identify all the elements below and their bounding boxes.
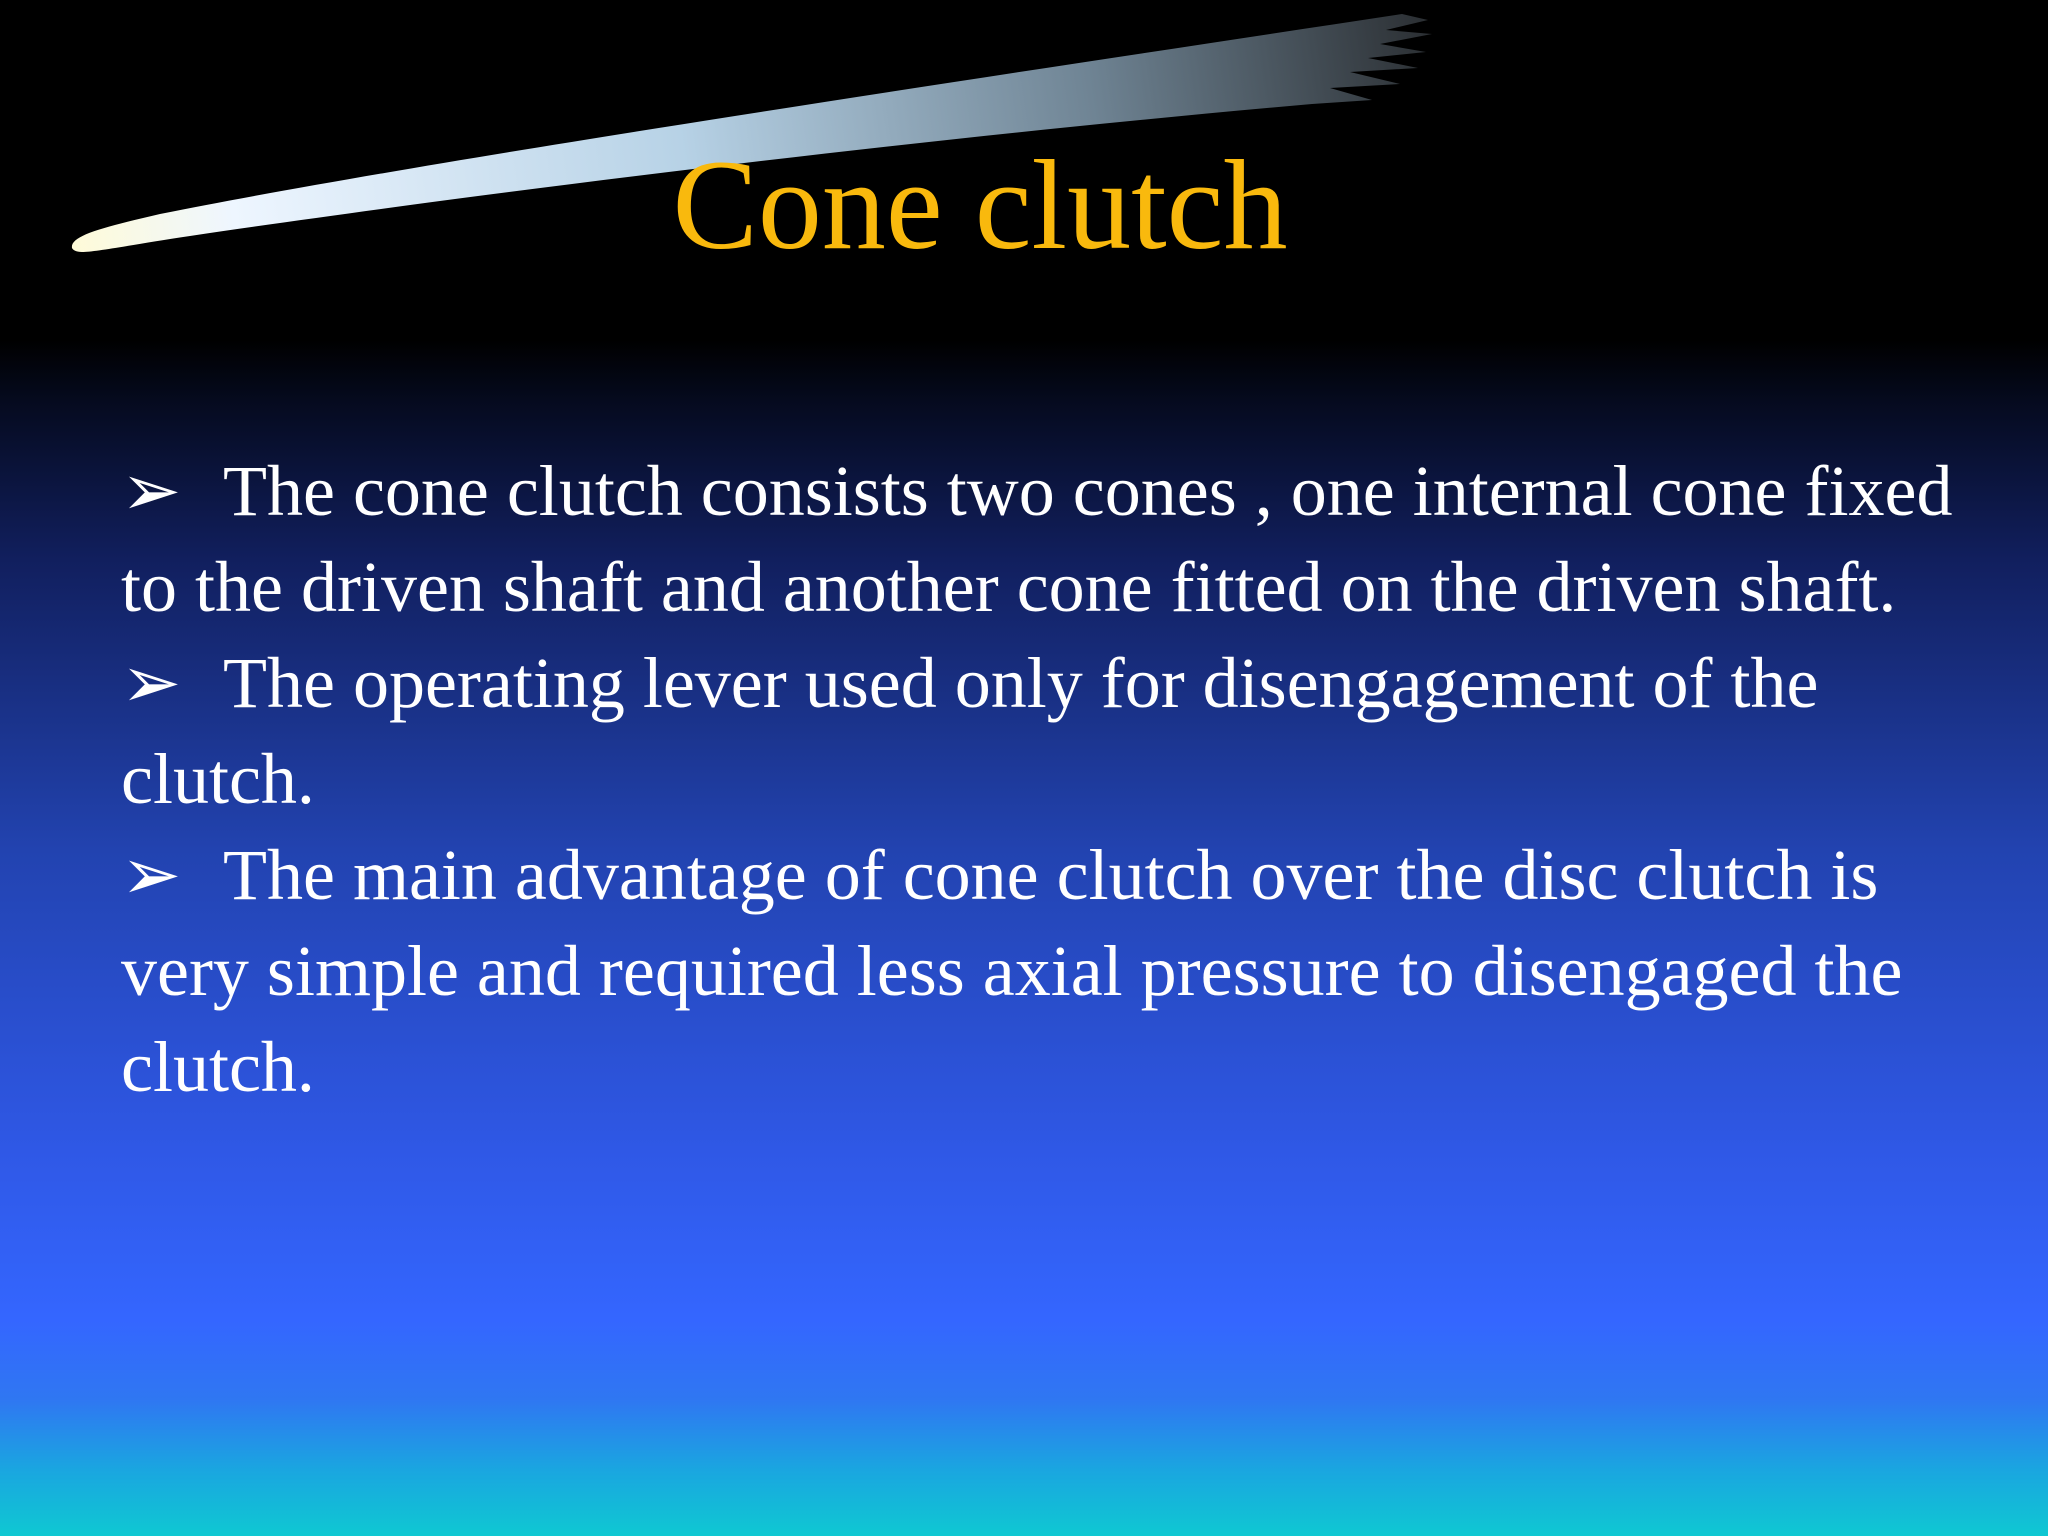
bullet-text: The cone clutch consists two cones , one internal cone fixed to the driven shaft and another cone fitted on the driven shaft. (121, 451, 1953, 627)
bullet-item (121, 827, 2021, 1115)
bullet-item (121, 443, 2021, 635)
arrowhead-bullet-icon: ➢ (121, 835, 182, 915)
slide-title: Cone clutch (672, 134, 1288, 276)
bullet-item (121, 635, 2021, 827)
bullet-list (121, 443, 2021, 1115)
bullet-text: The operating lever used only for disengagement of the clutch. (121, 643, 1819, 819)
arrowhead-bullet-icon: ➢ (121, 643, 182, 723)
bullet-text: The main advantage of cone clutch over the disc clutch is very simple and required less axial pressure to disengaged the clutch. (121, 835, 1903, 1107)
arrowhead-bullet-icon: ➢ (121, 451, 182, 531)
